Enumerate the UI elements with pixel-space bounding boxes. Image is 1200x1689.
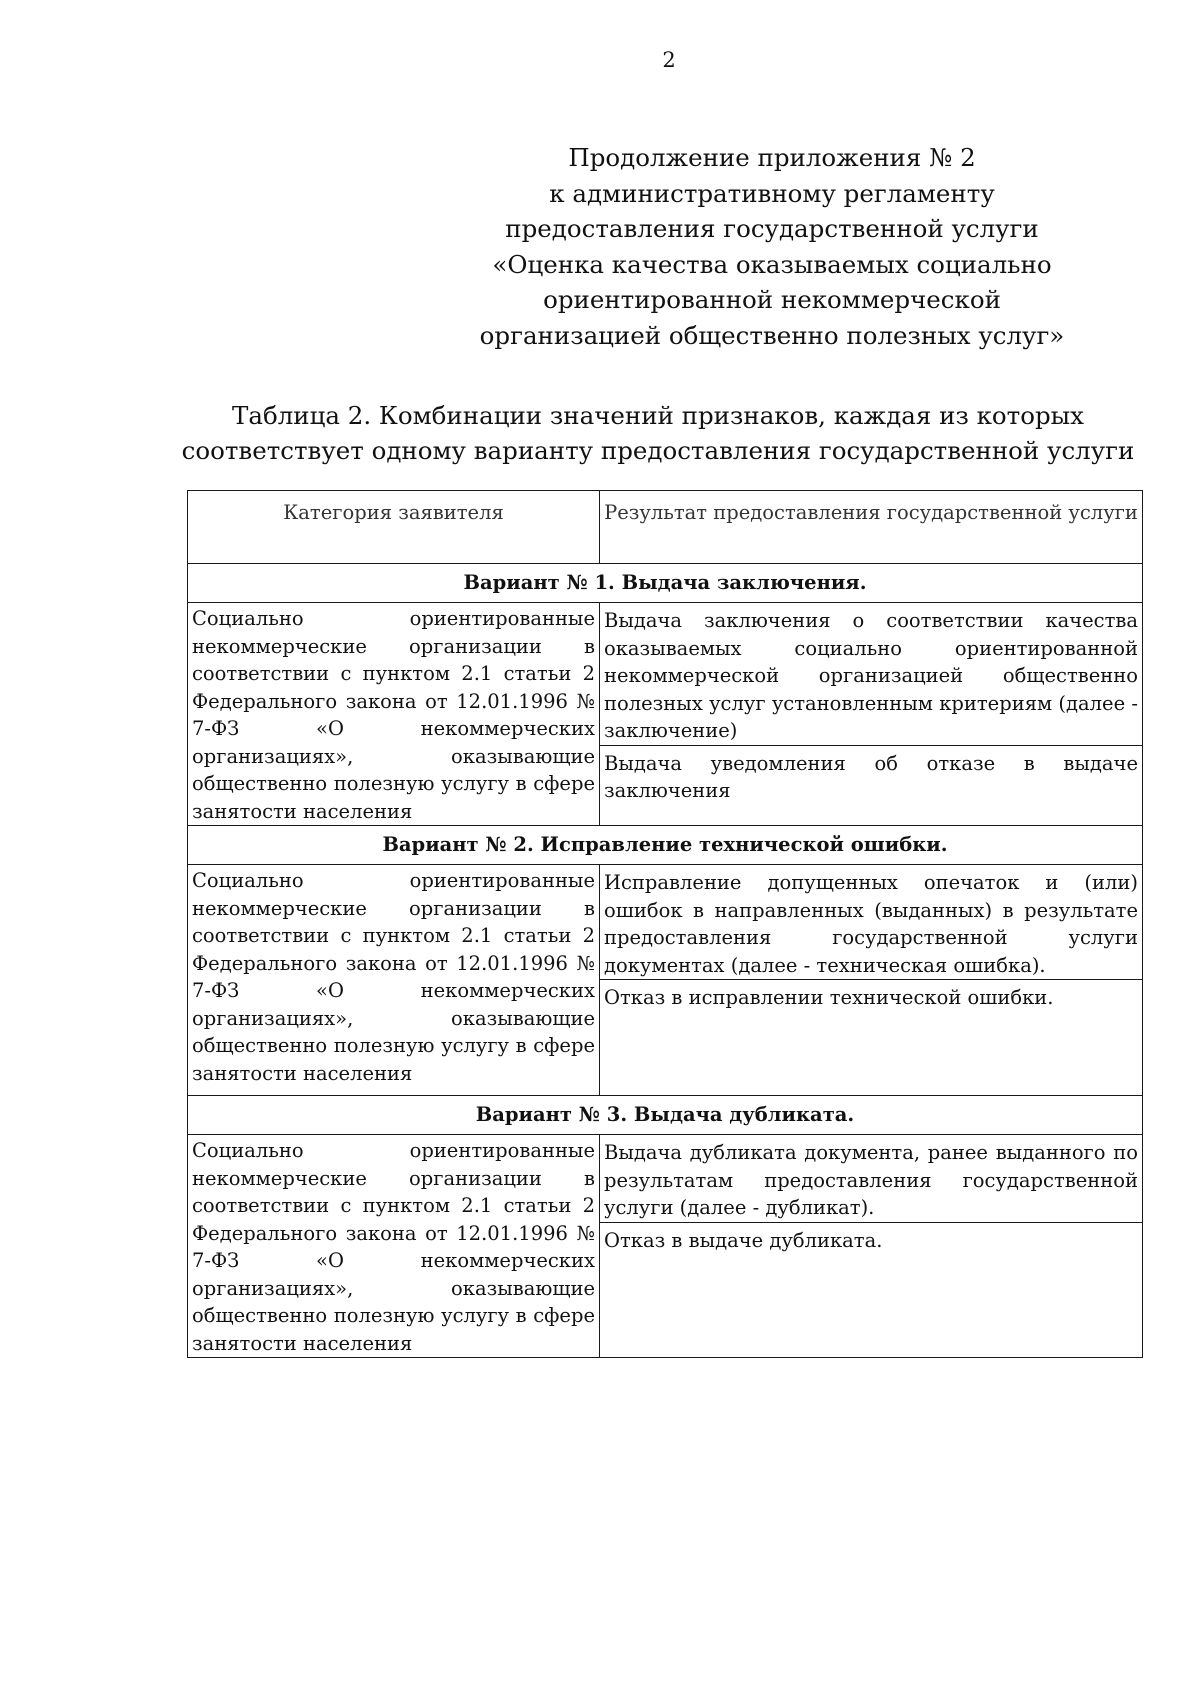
- variant-3-result-2: Отказ в выдаче дубликата.: [600, 1223, 1143, 1358]
- header-applicant-category: Категория заявителя: [188, 491, 600, 564]
- variant-2-result-1: Исправление допущенных опечаток и (или) ошибок в направленных (выданных) в результате предоставления государственной услуги документах (далее - техническая ошибка).: [600, 865, 1143, 980]
- header-service-result: Результат предоставления государственной услуги: [600, 491, 1143, 564]
- caption-line: соответствует одному варианту предоставления государственной услуги: [181, 436, 1135, 465]
- appendix-line: организацией общественно полезных услуг»: [479, 320, 1065, 350]
- variant-1-result-1: Выдача заключения о соответствии качества оказываемых социально ориентированной некоммерческой организацией общественно полезных услуг установленным критериям (далее - заключение): [600, 603, 1143, 746]
- variant-title-row: [188, 1096, 1143, 1135]
- caption-line: Таблица 2. Комбинации значений признаков, каждая из которых: [232, 401, 1084, 430]
- variant-2-title: Вариант № 2. Исправление технической ошибки.: [188, 826, 1143, 865]
- table-row: [188, 603, 1143, 746]
- appendix-line: к административному регламенту: [549, 178, 995, 208]
- variant-1-applicant: Социально ориентированные некоммерческие организации в соответствии с пунктом 2.1 статьи 2 Федерального закона от 12.01.1996 № 7-ФЗ «О некоммерческих организациях», оказывающие общественно полезную услугу в сфере занятости населения: [188, 603, 600, 826]
- page-number: 2: [662, 48, 676, 72]
- variants-table: [187, 490, 1143, 1358]
- table-row: [188, 1135, 1143, 1223]
- table-caption: [178, 398, 1138, 468]
- appendix-line: Продолжение приложения № 2: [568, 143, 976, 172]
- variant-2-applicant: Социально ориентированные некоммерческие организации в соответствии с пунктом 2.1 статьи 2 Федерального закона от 12.01.1996 № 7-ФЗ «О некоммерческих организациях», оказывающие общественно полезную услугу в сфере занятости населения: [188, 865, 600, 1096]
- variant-3-title: Вариант № 3. Выдача дубликата.: [188, 1096, 1143, 1135]
- variant-title-row: [188, 826, 1143, 865]
- variant-title-row: [188, 564, 1143, 603]
- appendix-line: предоставления государственной услуги: [505, 214, 1039, 243]
- table-row: [188, 865, 1143, 980]
- variant-3-result-1: Выдача дубликата документа, ранее выданного по результатам предоставления государственной услуги (далее - дубликат).: [600, 1135, 1143, 1223]
- appendix-header: [462, 140, 1082, 353]
- appendix-line: ориентированной некоммерческой: [543, 285, 1001, 314]
- variant-1-result-2: Выдача уведомления об отказе в выдаче заключения: [600, 745, 1143, 825]
- variant-1-title: Вариант № 1. Выдача заключения.: [188, 564, 1143, 603]
- variant-2-result-2: Отказ в исправлении технической ошибки.: [600, 980, 1143, 1096]
- variant-3-applicant: Социально ориентированные некоммерческие организации в соответствии с пунктом 2.1 статьи 2 Федерального закона от 12.01.1996 № 7-ФЗ «О некоммерческих организациях», оказывающие общественно полезную услугу в сфере занятости населения: [188, 1135, 600, 1358]
- table-header-row: [188, 491, 1143, 564]
- appendix-line: «Оценка качества оказываемых социально: [492, 249, 1052, 279]
